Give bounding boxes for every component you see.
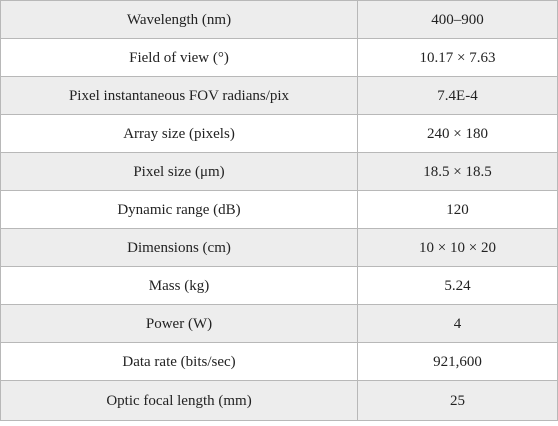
parameter-cell: Optic focal length (mm): [1, 381, 358, 421]
parameter-cell: Dynamic range (dB): [1, 191, 358, 229]
table-row: [1, 77, 558, 115]
parameter-cell: Array size (pixels): [1, 115, 358, 153]
parameter-cell: Mass (kg): [1, 267, 358, 305]
table-row: [1, 343, 558, 381]
value-cell: 18.5 × 18.5: [358, 153, 558, 191]
table-row: [1, 267, 558, 305]
table-row: [1, 39, 558, 77]
table-row: [1, 1, 558, 39]
parameter-cell: Wavelength (nm): [1, 1, 358, 39]
parameter-cell: Power (W): [1, 305, 358, 343]
parameter-cell: Pixel size (μm): [1, 153, 358, 191]
parameter-cell: Field of view (°): [1, 39, 358, 77]
value-cell: 10.17 × 7.63: [358, 39, 558, 77]
table-row: [1, 115, 558, 153]
value-cell: 120: [358, 191, 558, 229]
table-row: [1, 381, 558, 421]
value-cell: 240 × 180: [358, 115, 558, 153]
table-row: [1, 305, 558, 343]
value-cell: 921,600: [358, 343, 558, 381]
parameter-cell: Pixel instantaneous FOV radians/pix: [1, 77, 358, 115]
table-row: [1, 229, 558, 267]
table-row: [1, 191, 558, 229]
value-cell: 25: [358, 381, 558, 421]
parameter-cell: Dimensions (cm): [1, 229, 358, 267]
value-cell: 5.24: [358, 267, 558, 305]
table-row: [1, 153, 558, 191]
value-cell: 4: [358, 305, 558, 343]
value-cell: 400–900: [358, 1, 558, 39]
parameter-cell: Data rate (bits/sec): [1, 343, 358, 381]
value-cell: 7.4E-4: [358, 77, 558, 115]
value-cell: 10 × 10 × 20: [358, 229, 558, 267]
